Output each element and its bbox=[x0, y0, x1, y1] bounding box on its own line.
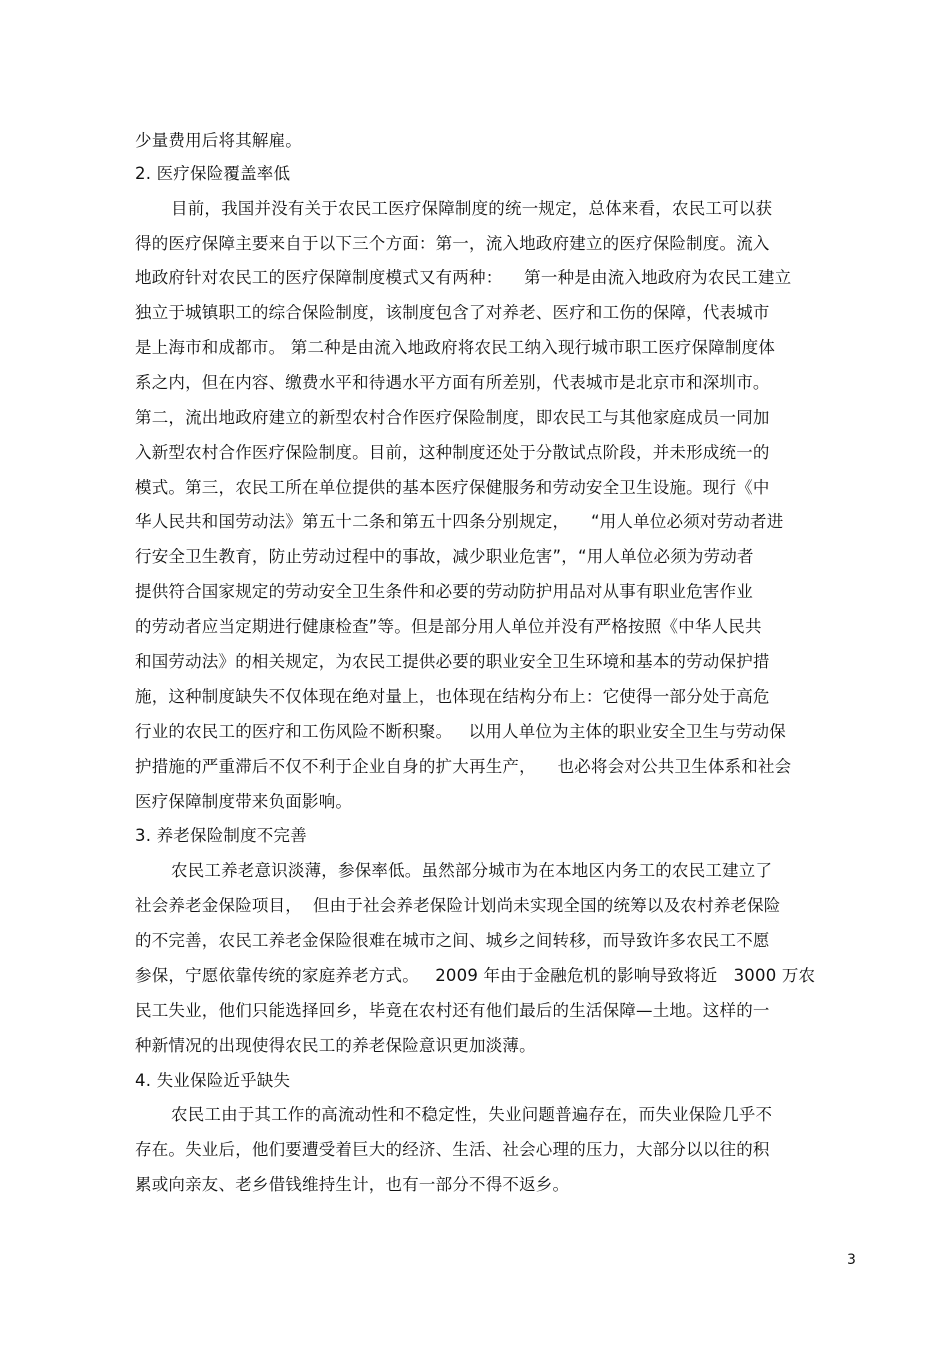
text-line: 累或向亲友、老乡借钱维持生计，也有一部分不得不返乡。 bbox=[135, 1175, 570, 1194]
text-line: 行安全卫生教育，防止劳动过程中的事故，减少职业危害”，“用人单位必须为劳动者 bbox=[135, 547, 754, 566]
text-line: 医疗保障制度带来负面影响。 bbox=[135, 792, 353, 811]
text-line: 护措施的严重滞后不仅不利于企业自身的扩大再生产， 也必将会对公共卫生体系和社会 bbox=[135, 757, 792, 776]
text-line: 华人民共和国劳动法》第五十二条和第五十四条分别规定， “用人单位必须对劳动者进 bbox=[135, 512, 784, 531]
text-line: 的不完善，农民工养老金保险很难在城市之间、城乡之间转移，而导致许多农民工不愿 bbox=[135, 931, 770, 950]
text-line: 独立于城镇职工的综合保险制度，该制度包含了对养老、医疗和工伤的保障，代表城市 bbox=[135, 303, 770, 322]
text-line: 存在。失业后，他们要遭受着巨大的经济、生活、社会心理的压力，大部分以以往的积 bbox=[135, 1140, 770, 1159]
text-line: 模式。第三，农民工所在单位提供的基本医疗保健服务和劳动安全卫生设施。现行《中 bbox=[135, 478, 770, 497]
text-line: 第二，流出地政府建立的新型农村合作医疗保险制度，即农民工与其他家庭成员一同加 bbox=[135, 408, 770, 427]
section-heading: 3. 养老保险制度不完善 bbox=[135, 826, 307, 845]
text-line: 得的医疗保障主要来自于以下三个方面：第一，流入地政府建立的医疗保险制度。流入 bbox=[135, 234, 770, 253]
text-line: 入新型农村合作医疗保险制度。目前，这种制度还处于分散试点阶段，并未形成统一的 bbox=[135, 443, 770, 462]
text-line: 目前，我国并没有关于农民工医疗保障制度的统一规定，总体来看，农民工可以获 bbox=[171, 199, 773, 218]
section-heading: 4. 失业保险近乎缺失 bbox=[135, 1071, 291, 1090]
text-line: 民工失业，他们只能选择回乡，毕竟在农村还有他们最后的生活保障—土地。这样的一 bbox=[135, 1001, 770, 1020]
text-line: 提供符合国家规定的劳动安全卫生条件和必要的劳动防护用品对从事有职业危害作业 bbox=[135, 582, 753, 601]
text-line: 地政府针对农民工的医疗保障制度模式又有两种： 第一种是由流入地政府为农民工建立 bbox=[135, 268, 792, 287]
text-line: 是上海市和成都市。 第二种是由流入地政府将农民工纳入现行城市职工医疗保障制度体 bbox=[135, 338, 776, 357]
text-line: 种新情况的出现使得农民工的养老保险意识更加淡薄。 bbox=[135, 1036, 536, 1055]
text-line: 施，这种制度缺失不仅体现在绝对量上，也体现在结构分布上：它使得一部分处于高危 bbox=[135, 687, 770, 706]
text-line: 系之内，但在内容、缴费水平和待遇水平方面有所差别，代表城市是北京市和深圳市。 bbox=[135, 373, 770, 392]
text-line: 少量费用后将其解雇。 bbox=[135, 131, 302, 150]
text-line: 和国劳动法》的相关规定，为农民工提供必要的职业安全卫生环境和基本的劳动保护措 bbox=[135, 652, 770, 671]
text-line: 参保，宁愿依靠传统的家庭养老方式。 2009 年由于金融危机的影响导致将近 3000 万农 bbox=[135, 966, 816, 985]
text-line: 行业的农民工的医疗和工伤风险不断积聚。 以用人单位为主体的职业安全卫生与劳动保 bbox=[135, 722, 786, 741]
text-line: 的劳动者应当定期进行健康检查”等。但是部分用人单位并没有严格按照《中华人民共 bbox=[135, 617, 762, 636]
text-line: 农民工由于其工作的高流动性和不稳定性，失业问题普遍存在，而失业保险几乎不 bbox=[171, 1105, 773, 1124]
section-heading: 2. 医疗保险覆盖率低 bbox=[135, 164, 291, 183]
text-line: 社会养老金保险项目， 但由于社会养老保险计划尚未实现全国的统筹以及农村养老保险 bbox=[135, 896, 781, 915]
text-line: 农民工养老意识淡薄，参保率低。虽然部分城市为在本地区内务工的农民工建立了 bbox=[171, 861, 773, 880]
page-number: 3 bbox=[847, 1252, 856, 1268]
